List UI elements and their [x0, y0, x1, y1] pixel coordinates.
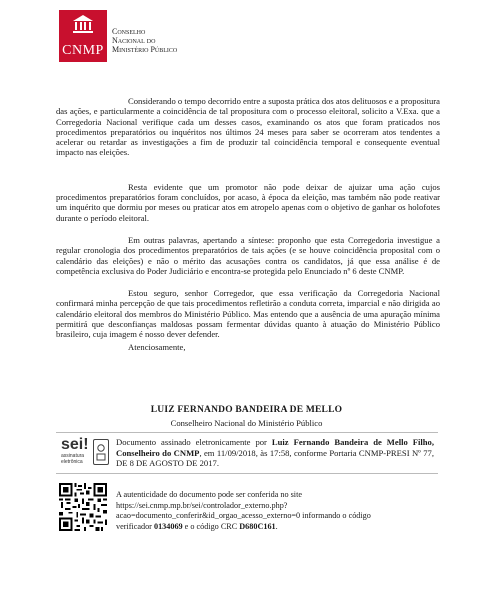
sei-logo-subtitle: assinatura eletrônica: [61, 453, 85, 465]
signature-statement: [116, 437, 434, 469]
sei-logo: [59, 437, 109, 469]
logo-text: CNMP: [62, 43, 104, 58]
institution-emblem-icon: [71, 14, 95, 34]
org-line: Conselho: [112, 27, 146, 36]
electronic-signature-block: [56, 432, 438, 474]
signer-role: Conselheiro Nacional do Ministério Público: [170, 418, 323, 428]
auth-line: A autenticidade do documento pode ser conferida no site: [116, 490, 302, 499]
seal-icon: [93, 439, 109, 465]
paragraph: Estou seguro, senhor Corregedor, que essa verificação da Corregedoria Nacional confirmará minha percepção de que tais procedimentos refletirão a conduta correta, imparcial e não dirigida ao calendário eleitoral dos membros do Ministério Público. Mas entendo que a ausência de uma apuração mínima permitirá que desconfianças maldosas possam fermentar dúvidas quanto à atuação do Ministério Público brasileiro, cuja imagem é nosso dever defender.: [56, 288, 440, 340]
closing: Atenciosamente,: [128, 341, 186, 352]
verifier-label: verificador: [116, 521, 154, 531]
authenticity-block: [56, 480, 438, 542]
auth-codes: [116, 522, 436, 533]
org-name: [112, 27, 252, 54]
sei-logo-word: sei!: [61, 436, 89, 453]
verification-url-link[interactable]: https://sei.cnmp.mp.br/sei/controlador_externo.php?: [116, 500, 288, 510]
cnmp-logo: [59, 10, 107, 62]
verifier-code: 0134069: [153, 521, 183, 531]
org-line: Ministério Público: [112, 45, 178, 54]
org-line: Nacional do: [112, 36, 156, 45]
signature-signer: Luiz Fernando Bandeira de Mello Filho, Conselheiro do CNMP: [116, 437, 434, 458]
crc-code: D680C161: [239, 521, 276, 531]
paragraph: Resta evidente que um promotor não pode deixar de ajuizar uma ação cujos procedimentos preparatórios foram concluídos, por acaso, à época da eleição, mas também não pode reativar um inquérito que dormiu por meses ou praticar atos em atropelo apenas com o objetivo de ganhar os holofotes durante o período eleitoral.: [56, 181, 440, 223]
signer-name: LUIZ FERNANDO BANDEIRA DE MELLO: [150, 405, 343, 415]
crc-label: e o código CRC: [182, 521, 240, 531]
paragraph: Considerando o tempo decorrido entre a suposta prática dos atos delituosos e a propositura das ações, e particularmente a coincidência de tal propositura com o processo eleitoral, solicito a V.Exa. que a Corregedoria Nacional verifique cada um desses casos, examinando os atos que foram praticados nos procedimentos preparatórios ou inquéritos nos últimos 24 meses para saber se ocorreram atos tendentes a acelerar ou retardar as investigações a fim de produzir tal coincidência temporal e consequente eventual impacto nas eleições.: [56, 96, 440, 158]
signature-prefix: Documento assinado eletronicamente por: [116, 437, 272, 447]
auth-end: .: [275, 521, 278, 531]
letter-body: [56, 96, 440, 364]
authenticity-text: [116, 490, 436, 532]
signature-suffix: , em 11/09/2018, às 17:58, conforme Portaria CNMP-PRESI Nº 77, DE 8 DE AGOSTO DE 2017.: [116, 447, 434, 468]
paragraph: Em outras palavras, apertando a síntese: proponho que esta Corregedoria investigue a regular cronologia dos procedimentos preparatórios de tais ações (e se houve coincidência proposital com o calendário das eleições) e não o mérito das acusações contra os candidatos, já que essa análise é de competência exclusiva do Poder Judiciário e encontra-se protegida pelo Enunciado nº 6 deste CNMP.: [56, 234, 440, 276]
auth-params: acao=documento_conferir&id_orgao_acesso_externo=0 informando o código: [116, 511, 371, 521]
qr-code-icon[interactable]: [59, 483, 107, 531]
